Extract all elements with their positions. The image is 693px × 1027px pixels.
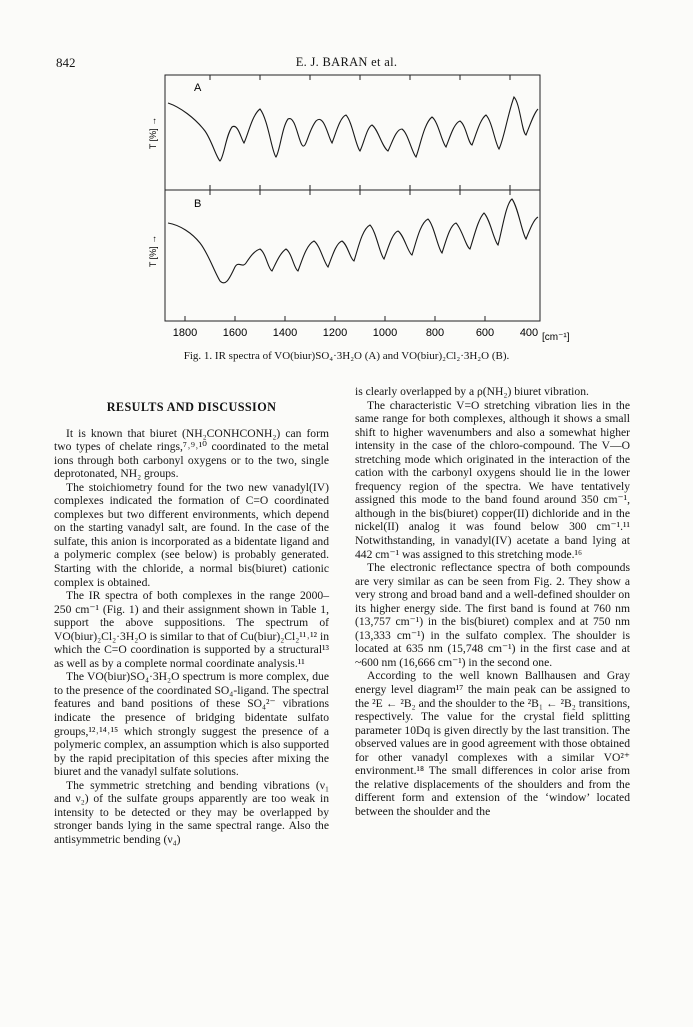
x-tick-label: 1800 <box>172 327 198 339</box>
paragraph: is clearly overlapped by a ρ(NH₂) biuret vibration. <box>355 385 589 398</box>
section-heading: RESULTS AND DISCUSSION <box>106 400 277 414</box>
running-head: E. J. BARAN et al. <box>295 55 398 69</box>
left-column <box>54 385 329 847</box>
panel-a-label: A <box>194 82 202 94</box>
x-tick-label: 800 <box>425 327 445 339</box>
x-axis-unit: [cm⁻¹] <box>542 332 570 343</box>
spectrum-b-trace <box>168 199 538 283</box>
x-tick-label: 1000 <box>372 327 398 339</box>
x-tick-label: 600 <box>475 327 495 339</box>
paragraph: It is known that biuret (NH₂CONHCONH₂) can form two types of chelate rings,⁷˒⁹˒¹⁰ coordinated to the metal ions through both carbonyl oxygens or to the two, single deprotonated, NH₂ groups. <box>54 426 329 481</box>
ir-spectra-figure <box>120 73 580 373</box>
figure-caption: Fig. 1. IR spectra of VO(biur)SO₄·3H₂O (A) and VO(biur)₂Cl₂·3H₂O (B). <box>183 350 510 362</box>
paragraph: The characteristic V=O stretching vibration lies in the same range for both complexes, although it shows a small shift to higher wavenumbers and also a somewhat higher intensity in the case of the chloro-compound. The V—O stretching mode which originated in the interaction of the cation with the carbonyl oxygens should lie in the lower frequency region of the spectra. We have tentatively assigned this mode to the band found around 350 cm⁻¹, although in the bis(biuret) copper(II) dichloride and in the nickel(II) analog it was found below 300 cm⁻¹.¹¹ Notwithstanding, in vanadyl(IV) acetate a band lying at 442 cm⁻¹ was assigned to this stretching mode.¹⁶ <box>355 398 630 561</box>
page-number: 842 <box>56 55 76 70</box>
axis-ticks <box>185 75 510 321</box>
x-tick-label: 1200 <box>322 327 348 339</box>
panel-frames <box>165 75 540 321</box>
x-tick-label: 1400 <box>272 327 298 339</box>
panel-a-y-axis-label: T [%] → <box>148 116 158 150</box>
panel-b-y-axis-label: T [%] → <box>148 234 158 268</box>
x-tick-label: 400 <box>519 327 539 339</box>
spectrum-a-trace <box>168 97 538 161</box>
paragraph: The IR spectra of both complexes in the range 2000–250 cm⁻¹ (Fig. 1) and their assignment shown in Table 1, support the above suppositions. The spectrum of VO(biur)₂Cl₂·3H₂O is similar to that of Cu(biur)₂Cl₂¹¹˒¹² in which the C=O coordination is supported by a structural¹³ as well as by a complete normal coordinate analysis.¹¹ <box>54 589 329 670</box>
paragraph: The electronic reflectance spectra of both compounds are very similar as can be seen from Fig. 2. They show a very strong and broad band and a well-defined shoulder on its higher energy side. The first band is found at 760 nm (13,757 cm⁻¹) in the bis(biuret) complex and at 750 nm (13,333 cm⁻¹) in the sulfato complex. The shoulder is located at 635 nm (15,748 cm⁻¹) in the first case and at ~600 nm (16,666 cm⁻¹) in the second one. <box>355 561 630 669</box>
paragraph: The VO(biur)SO₄·3H₂O spectrum is more complex, due to the presence of the coordinated SO₄-ligand. The spectral features and band positions of these SO₄²⁻ vibrations indicate the presence of bridging bidentate sulfato groups,¹²˒¹⁴˒¹⁵ which strongly suggest the presence of a polymeric complex, an assumption which is also supported by the rapid precipitation of this species after mixing the biuret and the vanadyl sulfate solutions. <box>54 670 329 779</box>
panel-b-label: B <box>194 198 202 210</box>
right-column <box>355 385 630 819</box>
paragraph: According to the well known Ballhausen and Gray energy level diagram¹⁷ the main peak can be assigned to the ²E ← ²B₂ and the shoulder to the ²B₁ ← ²B₂ transitions, respectively. The value for the crystal field splitting parameter 10Dq is given directly by the last transition. The observed values are in good agreement with those obtained for other vanadyl complexes with a similar VO²⁺ environment.¹⁸ The small differences in color arise from the relative displacements of the shoulders and from the different form and extension of the ‘window’ located between the shoulder and the <box>355 669 630 818</box>
paragraph: The symmetric stretching and bending vibrations (ν₁ and ν₂) of the sulfate groups apparently are too weak in intensity to be detected or they may be overlapped by stronger bands lying in the same spectral range. Also the antisymmetric bending (ν₄) <box>54 778 329 846</box>
paragraph: The stoichiometry found for the two new vanadyl(IV) complexes indicated the formation of C=O coordinated complexes but two different environments, which depend on the starting vanadyl salt, are found. In the case of the sulfate, this anion is incorporated as a bidentate ligand and a polymeric complex (see below) is probably generated. Starting with the chloride, a normal bis(biuret) cationic complex is obtained. <box>54 480 329 589</box>
x-tick-label: 1600 <box>222 327 248 339</box>
